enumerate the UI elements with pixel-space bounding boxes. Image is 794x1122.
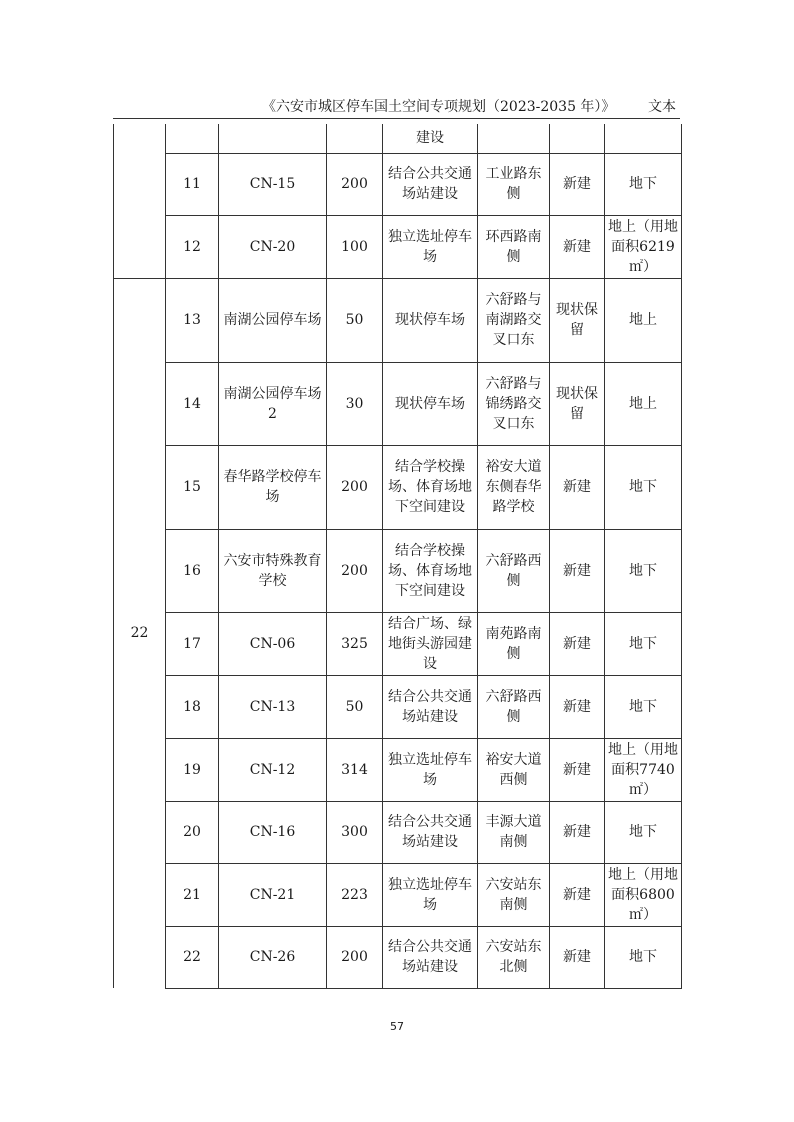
cell-status: 新建 [550, 445, 605, 529]
cell-method: 结合公共交通场站建设 [383, 153, 478, 215]
cell-method: 独立选址停车场 [383, 863, 478, 926]
cell-spaces: 50 [327, 675, 383, 738]
cell-status: 新建 [550, 801, 605, 863]
cell-form: 地上 [605, 362, 682, 445]
cell-code: 南湖公园停车场 2 [219, 362, 327, 445]
cell-location: 六舒路西侧 [478, 529, 550, 612]
cell-method: 结合学校操场、体育场地下空间建设 [383, 529, 478, 612]
cell-no: 19 [166, 738, 219, 801]
cell-status: 新建 [550, 926, 605, 988]
cell-form: 地上 [605, 278, 682, 362]
cell-status: 新建 [550, 738, 605, 801]
cell-location: 六安站东南侧 [478, 863, 550, 926]
cell-form: 地下 [605, 612, 682, 675]
cell-no: 22 [166, 926, 219, 988]
page-header-title: 《六安市城区停车国土空间专项规划（2023-2035 年）》 [262, 99, 616, 115]
cell-no: 15 [166, 445, 219, 529]
cell-method: 建设 [383, 124, 478, 153]
cell-location: 六舒路西侧 [478, 675, 550, 738]
cell-form: 地下 [605, 529, 682, 612]
cell-method: 独立选址停车场 [383, 738, 478, 801]
cell-status: 新建 [550, 675, 605, 738]
cell-status: 现状保留 [550, 278, 605, 362]
cell-location [478, 124, 550, 153]
cell-code: CN-15 [219, 153, 327, 215]
cell-location: 环西路南侧 [478, 215, 550, 278]
cell-method: 结合公共交通场站建设 [383, 801, 478, 863]
cell-spaces: 300 [327, 801, 383, 863]
cell-status: 新建 [550, 612, 605, 675]
cell-no: 16 [166, 529, 219, 612]
cell-method: 独立选址停车场 [383, 215, 478, 278]
cell-location: 裕安大道西侧 [478, 738, 550, 801]
cell-code: CN-13 [219, 675, 327, 738]
cell-form: 地下 [605, 801, 682, 863]
cell-spaces: 200 [327, 445, 383, 529]
cell-code: CN-20 [219, 215, 327, 278]
cell-form: 地下 [605, 675, 682, 738]
cell-form [605, 124, 682, 153]
cell-no [166, 124, 219, 153]
cell-form: 地上（用地面积7740㎡） [605, 738, 682, 801]
cell-code: 南湖公园停车场 [219, 278, 327, 362]
cell-form: 地下 [605, 153, 682, 215]
cell-status: 新建 [550, 863, 605, 926]
cell-location: 六安站东北侧 [478, 926, 550, 988]
cell-no: 17 [166, 612, 219, 675]
group-cell-prev [114, 124, 166, 278]
cell-no: 18 [166, 675, 219, 738]
cell-spaces: 100 [327, 215, 383, 278]
cell-method: 现状停车场 [383, 362, 478, 445]
cell-code: CN-06 [219, 612, 327, 675]
cell-status: 新建 [550, 529, 605, 612]
cell-no: 12 [166, 215, 219, 278]
page-header-label: 文本 [648, 99, 676, 115]
cell-status: 新建 [550, 215, 605, 278]
group-cell-22: 22 [114, 278, 166, 988]
cell-no: 14 [166, 362, 219, 445]
cell-spaces: 50 [327, 278, 383, 362]
cell-status [550, 124, 605, 153]
cell-form: 地上（用地面积6219㎡） [605, 215, 682, 278]
cell-code: CN-12 [219, 738, 327, 801]
cell-no: 11 [166, 153, 219, 215]
cell-code [219, 124, 327, 153]
cell-method: 结合广场、绿地街头游园建设 [383, 612, 478, 675]
cell-spaces: 223 [327, 863, 383, 926]
cell-code: CN-16 [219, 801, 327, 863]
cell-spaces: 200 [327, 529, 383, 612]
cell-no: 21 [166, 863, 219, 926]
cell-location: 六舒路与南湖路交叉口东 [478, 278, 550, 362]
cell-code: 六安市特殊教育学校 [219, 529, 327, 612]
cell-form: 地下 [605, 445, 682, 529]
cell-location: 丰源大道南侧 [478, 801, 550, 863]
cell-location: 南苑路南侧 [478, 612, 550, 675]
cell-location: 工业路东侧 [478, 153, 550, 215]
cell-spaces: 200 [327, 926, 383, 988]
parking-table [113, 124, 682, 989]
cell-status: 现状保留 [550, 362, 605, 445]
cell-method: 结合公共交通场站建设 [383, 926, 478, 988]
cell-code: CN-26 [219, 926, 327, 988]
cell-spaces: 30 [327, 362, 383, 445]
cell-code: 春华路学校停车场 [219, 445, 327, 529]
cell-no: 20 [166, 801, 219, 863]
cell-spaces: 314 [327, 738, 383, 801]
header-rule [113, 118, 680, 119]
cell-status: 新建 [550, 153, 605, 215]
cell-spaces: 325 [327, 612, 383, 675]
cell-location: 六舒路与锦绣路交叉口东 [478, 362, 550, 445]
cell-spaces: 200 [327, 153, 383, 215]
cell-spaces [327, 124, 383, 153]
cell-form: 地下 [605, 926, 682, 988]
cell-no: 13 [166, 278, 219, 362]
page-number: 57 [390, 1020, 404, 1033]
cell-code: CN-21 [219, 863, 327, 926]
cell-method: 结合学校操场、体育场地下空间建设 [383, 445, 478, 529]
cell-method: 结合公共交通场站建设 [383, 675, 478, 738]
cell-method: 现状停车场 [383, 278, 478, 362]
cell-form: 地上（用地面积6800㎡） [605, 863, 682, 926]
cell-location: 裕安大道东侧春华路学校 [478, 445, 550, 529]
